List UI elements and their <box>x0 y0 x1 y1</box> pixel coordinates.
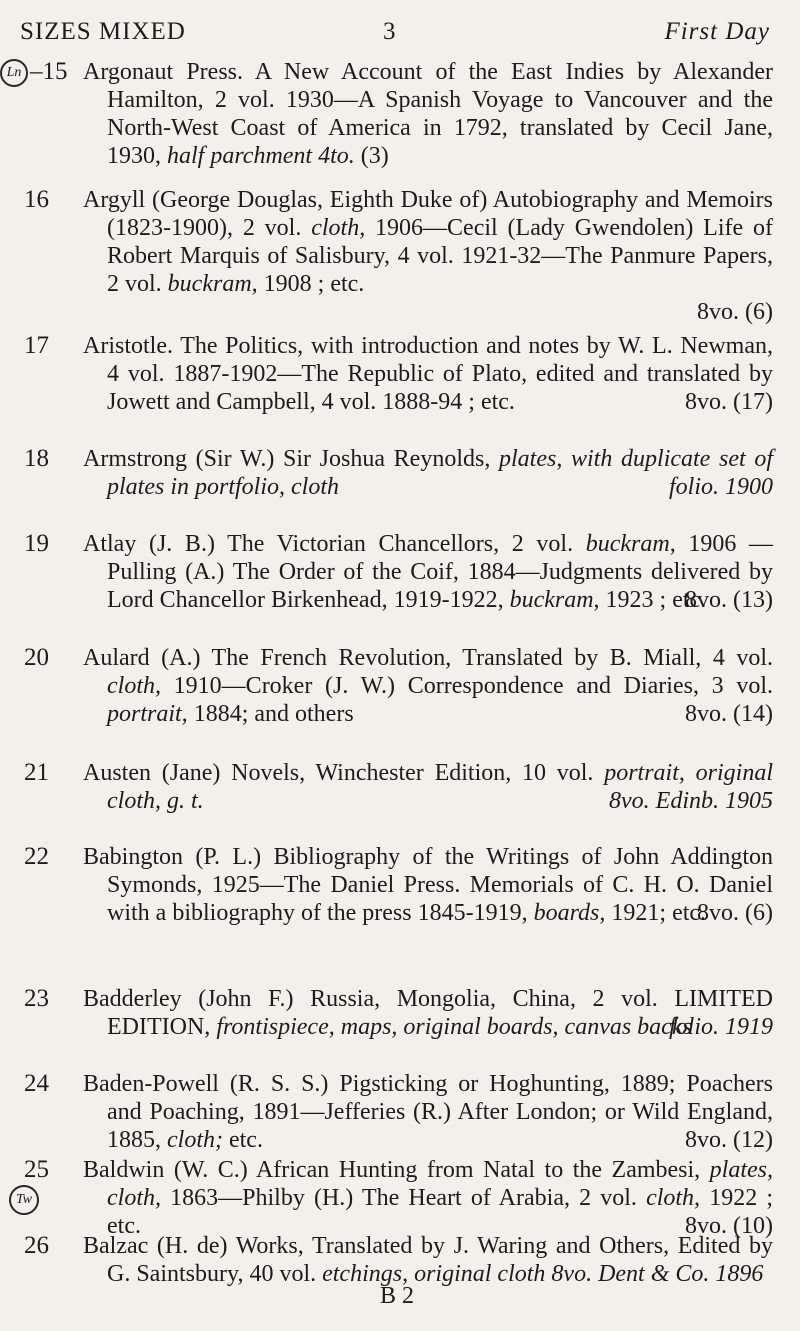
lot-number: 24 <box>24 1070 49 1097</box>
lot-format: 8vo. Dent & Co. 1896 <box>551 1261 764 1287</box>
lot-number: 25 <box>24 1156 49 1183</box>
lot-description: Austen (Jane) Novels, Winchester Edition, 10 vol. portrait, original cloth, g. t. 8vo. Edinb. 1905 <box>83 760 773 814</box>
lot-format: 8vo. (10) <box>685 1213 773 1239</box>
lot-format: folio. 1900 <box>668 474 773 500</box>
lot-number: 16 <box>24 186 49 213</box>
handwritten-mark: Tw <box>9 1185 39 1215</box>
lot-format: 8vo. (17) <box>685 389 773 415</box>
header-right: First Day <box>664 18 770 45</box>
lot-description: Baden-Powell (R. S. S.) Pigsticking or Hoghunting, 1889; Poachers and Poaching, 1891—Jefferies (R.) After London; or Wild England, 1885, cloth; etc. 8vo. (12) <box>83 1071 773 1153</box>
lot-format: folio. 1919 <box>668 1014 773 1040</box>
lot-number: 22 <box>24 843 49 870</box>
lot-number: 26 <box>24 1232 49 1259</box>
lot-format: 8vo. Edinb. 1905 <box>609 788 773 814</box>
lot-format: 8vo. (14) <box>685 701 773 727</box>
lot-description: Balzac (H. de) Works, Translated by J. Waring and Others, Edited by G. Saintsbury, 40 vol. etchings, original cloth 8vo. Dent & Co. 1896 <box>83 1233 773 1287</box>
lot-format: 8vo. (13) <box>685 587 773 613</box>
lot-description: Babington (P. L.) Bibliography of the Writings of John Addington Symonds, 1925—The Daniel Press. Memorials of C. H. O. Daniel with a bibliography of the press 1845-1919, boards, 1921; etc. 8vo. (6) <box>83 844 773 926</box>
signature-mark: B 2 <box>380 1283 415 1309</box>
header-left: SIZES MIXED <box>20 18 186 45</box>
lot-number: 17 <box>24 332 49 359</box>
lot-description: Atlay (J. B.) The Victorian Chancellors, 2 vol. buckram, 1906 —Pulling (A.) The Order of the Coif, 1884—Judgments delivered by Lord Chancellor Birkenhead, 1919-1922, buckram, 1923 ; etc. 8vo. (13) <box>83 531 774 613</box>
lot-description: Argyll (George Douglas, Eighth Duke of) Autobiography and Memoirs (1823-1900), 2 vol. cloth, 1906—Cecil (Lady Gwendolen) Life of Robert Marquis of Salisbury, 4 vol. 1921-32—The Panmure Papers, 2 vol. buckram, 1908 ; etc. 8vo. (6) <box>83 187 773 325</box>
lot-number: 21 <box>24 759 49 786</box>
lot-description: Baldwin (W. C.) African Hunting from Natal to the Zambesi, plates, cloth, 1863—Philby (H.) The Heart of Arabia, 2 vol. cloth, 1922 ; etc. 8vo. (10) <box>83 1157 774 1239</box>
handwritten-mark: Ln <box>0 59 28 87</box>
lot-number: Ln –15 <box>0 58 80 87</box>
page-number: 3 <box>383 18 397 45</box>
lot-format: 8vo. (12) <box>685 1127 773 1153</box>
lot-number: 18 <box>24 445 49 472</box>
lot-format: 8vo. (6) <box>697 900 773 926</box>
lot-number: 20 <box>24 644 49 671</box>
lot-format: 8vo. (6) <box>697 299 773 325</box>
lot-description: Aristotle. The Politics, with introduction and notes by W. L. Newman, 4 vol. 1887-1902—The Republic of Plato, edited and translated by Jowett and Campbell, 4 vol. 1888-94 ; etc. 8vo. (17) <box>83 333 773 415</box>
lot-description: Aulard (A.) The French Revolution, Translated by B. Miall, 4 vol. cloth, 1910—Croker (J. W.) Correspondence and Diaries, 3 vol. portrait, 1884; and others 8vo. (14) <box>83 645 773 727</box>
lot-description: Badderley (John F.) Russia, Mongolia, China, 2 vol. LIMITED EDITION, frontispiece, maps, original boards, canvas backs folio. 1919 <box>83 986 773 1040</box>
lot-number: 19 <box>24 530 49 557</box>
page-header <box>20 18 770 48</box>
lot-number: 23 <box>24 985 49 1012</box>
lot-description: Armstrong (Sir W.) Sir Joshua Reynolds, plates, with duplicate set of plates in portfolio, cloth folio. 1900 <box>83 446 773 500</box>
lot-description: Argonaut Press. A New Account of the East Indies by Alexander Hamilton, 2 vol. 1930—A Spanish Voyage to Vancouver and the North-West Coast of America in 1792, translated by Cecil Jane, 1930, half parchment 4to. (3) <box>83 59 773 169</box>
